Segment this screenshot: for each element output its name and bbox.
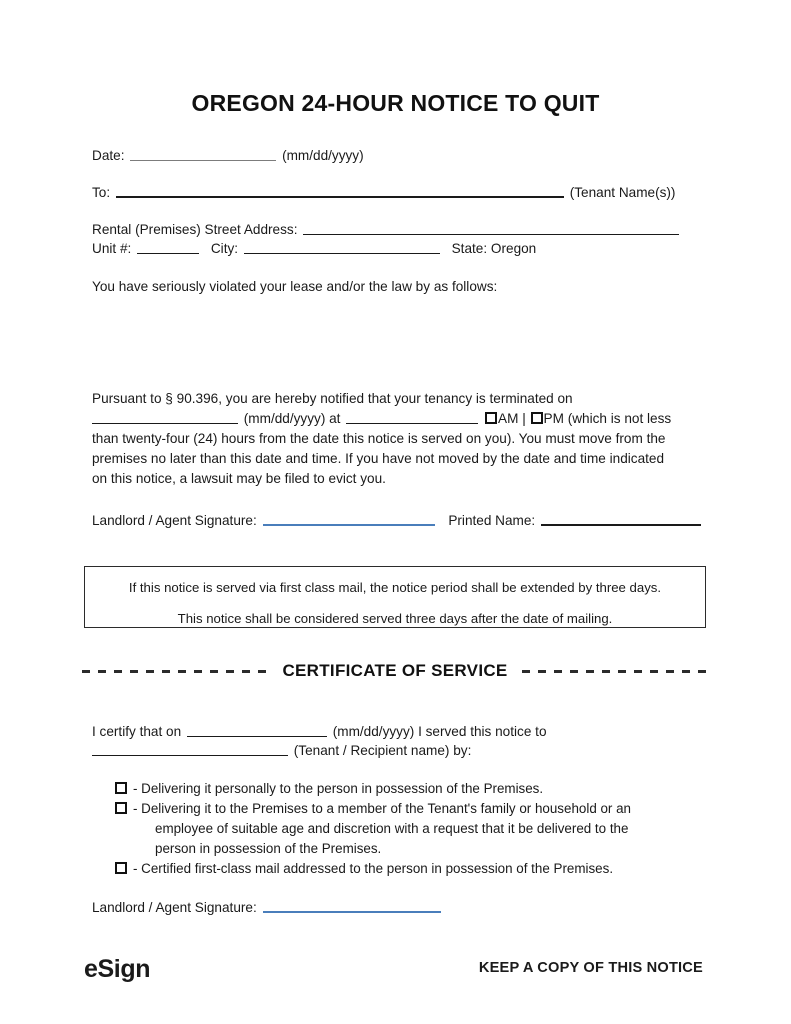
termination-line-4: premises no later than this date and time. If you have not moved by the date and time indicated — [92, 451, 665, 466]
certify-suffix: I served this notice to — [418, 724, 547, 739]
delivery-option-personal-checkbox[interactable] — [115, 782, 127, 794]
termination-line-1: Pursuant to § 90.396, you are hereby notified that your tenancy is terminated on — [92, 391, 573, 406]
city-label: City: — [210, 241, 239, 256]
delivery-option-family-text-line-2: employee of suitable age and discretion with a request that it be delivered to the — [155, 821, 629, 836]
date-format-hint: (mm/dd/yyyy) — [282, 148, 364, 163]
certify-recipient-input-blank[interactable] — [92, 742, 288, 756]
dashed-rule-left-icon — [82, 670, 268, 673]
termination-paragraph — [92, 389, 700, 489]
date-row — [92, 146, 364, 165]
certify-date-hint: (mm/dd/yyyy) — [332, 724, 415, 739]
termination-time-input-blank[interactable] — [346, 410, 478, 424]
pm-checkbox[interactable] — [531, 412, 543, 424]
mail-notice-box — [84, 566, 706, 628]
am-label: AM — [498, 411, 519, 426]
to-label: To: — [92, 185, 111, 200]
signature-row — [92, 511, 703, 530]
date-input-blank[interactable] — [130, 147, 276, 161]
termination-date-input-blank[interactable] — [92, 410, 238, 424]
certificate-signature-field[interactable] — [263, 899, 441, 913]
certificate-signature-row — [92, 899, 443, 915]
certify-recipient-hint: (Tenant / Recipient name) by: — [293, 743, 472, 758]
pm-label: PM — [543, 411, 564, 426]
termination-after-pm-text: (which is not less — [567, 411, 672, 426]
ampm-separator: | — [522, 411, 526, 426]
date-label: Date: — [92, 148, 125, 163]
city-input-blank[interactable] — [244, 240, 440, 254]
delivery-options-list — [114, 779, 704, 879]
street-address-row — [92, 220, 681, 239]
landlord-signature-field[interactable] — [263, 512, 435, 526]
termination-line-5: on this notice, a lawsuit may be filed to evict you. — [92, 471, 386, 486]
unit-city-state-row — [92, 239, 536, 258]
delivery-option-family[interactable] — [114, 799, 704, 859]
unit-label: Unit #: — [92, 241, 132, 256]
certify-row-2 — [92, 741, 471, 760]
delivery-option-personal-text: - Delivering it personally to the person in possession of the Premises. — [133, 781, 544, 796]
certificate-signature-label: Landlord / Agent Signature: — [92, 900, 257, 915]
landlord-signature-label: Landlord / Agent Signature: — [92, 513, 257, 528]
termination-at-label: at — [329, 411, 341, 426]
certify-row-1 — [92, 722, 547, 741]
tenant-name-hint: (Tenant Name(s)) — [569, 185, 676, 200]
delivery-option-family-text-line-3: person in possession of the Premises. — [155, 841, 382, 856]
esign-logo: eSign — [84, 955, 151, 983]
printed-name-input-blank[interactable] — [541, 512, 701, 526]
street-address-label: Rental (Premises) Street Address: — [92, 222, 298, 237]
certify-date-input-blank[interactable] — [187, 723, 327, 737]
certificate-header — [84, 661, 706, 681]
delivery-option-certified-mail-text: - Certified first-class mail addressed to the person in possession of the Premises. — [133, 861, 614, 876]
mail-notice-line-1: If this notice is served via first class mail, the notice period shall be extended by three days. — [128, 580, 662, 595]
certify-prefix: I certify that on — [92, 724, 182, 739]
printed-name-label: Printed Name: — [448, 513, 536, 528]
street-address-input-blank[interactable] — [303, 221, 679, 235]
keep-copy-notice: KEEP A COPY OF THIS NOTICE — [478, 960, 703, 976]
delivery-option-family-text: - Delivering it to the Premises to a member of the Tenant's family or household or an — [133, 801, 632, 816]
violation-prompt: You have seriously violated your lease and/or the law by as follows: — [92, 279, 498, 294]
dashed-rule-right-icon — [522, 670, 708, 673]
to-row — [92, 183, 675, 202]
delivery-option-certified-mail[interactable] — [114, 859, 704, 879]
mail-notice-line-2: This notice shall be considered served three days after the date of mailing. — [177, 611, 613, 626]
page-title: OREGON 24-HOUR NOTICE TO QUIT — [191, 90, 600, 116]
am-checkbox[interactable] — [485, 412, 497, 424]
termination-line-2 — [92, 409, 700, 429]
tenant-name-input-blank[interactable] — [116, 184, 564, 198]
unit-input-blank[interactable] — [137, 240, 199, 254]
state-label: State: Oregon — [451, 241, 537, 256]
delivery-option-family-checkbox[interactable] — [115, 802, 127, 814]
termination-line-3: than twenty-four (24) hours from the date this notice is served on you). You must move from the — [92, 431, 666, 446]
termination-date-hint: (mm/dd/yyyy) — [243, 411, 326, 426]
delivery-option-certified-mail-checkbox[interactable] — [115, 862, 127, 874]
certificate-title: CERTIFICATE OF SERVICE — [282, 661, 508, 680]
delivery-option-personal[interactable] — [114, 779, 704, 799]
